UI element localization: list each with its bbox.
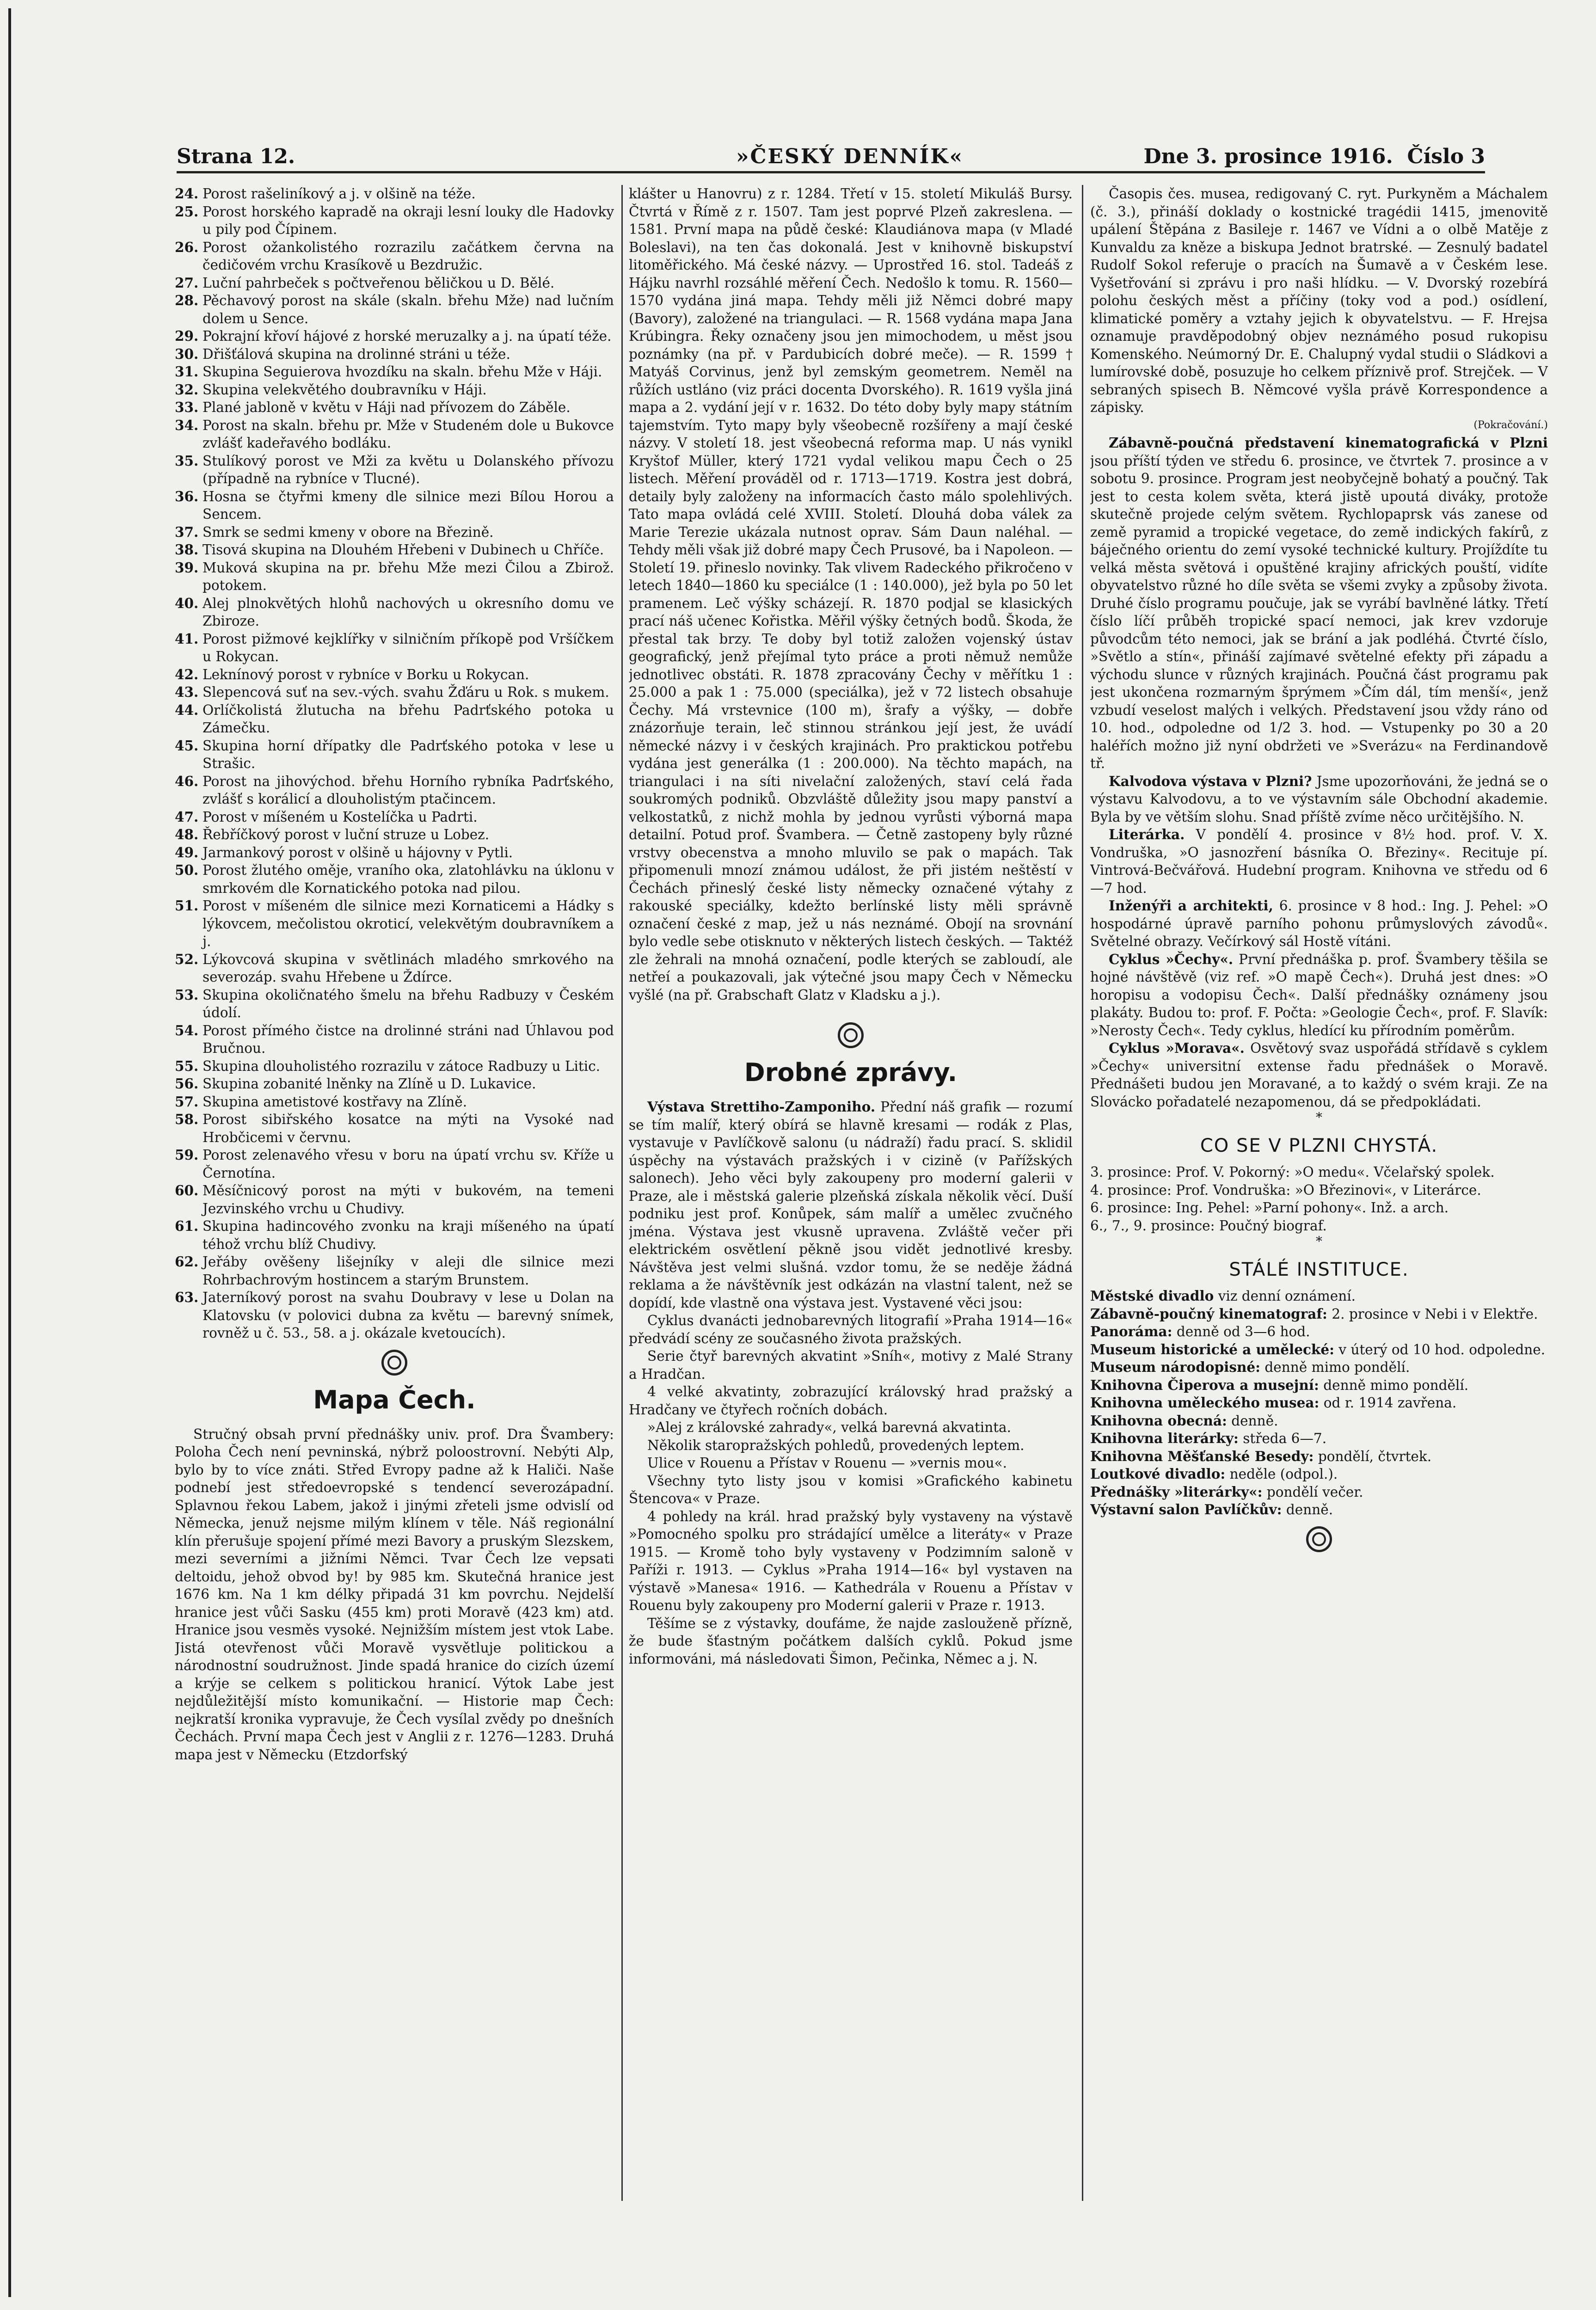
list-item [175, 1289, 614, 1342]
news-paragraph [1090, 897, 1548, 951]
page-header [177, 139, 1485, 173]
news-text: Těšíme se z výstavky, doufáme, že najde zaslouženě přízně, že bude šťastným počátkem dalších cyklů. Pokud jsme informováni, má následovati Šimon, Pečinka, Němec a j. N. [629, 1615, 1073, 1667]
column-rule [1082, 185, 1083, 2201]
institution-item [1090, 1448, 1548, 1466]
list-item [175, 1253, 614, 1289]
star-separator: * [1316, 1234, 1322, 1249]
item-text: Smrk se sedmi kmeny v obore na Březině. [203, 524, 494, 540]
section-title-drobne: Drobné zprávy. [744, 1058, 958, 1087]
item-number: 32. [175, 381, 199, 398]
news-paragraph [1090, 1039, 1548, 1111]
news-paragraph [629, 1437, 1073, 1455]
news-paragraph [1090, 826, 1548, 897]
item-number: 58. [175, 1111, 199, 1127]
list-item [175, 523, 614, 541]
list-item [175, 203, 614, 239]
institution-name: Museum historické a umělecké: [1090, 1341, 1335, 1358]
news-text: 6. prosince v 8 hod.: Ing. J. Pehel: »O hospodárné úpravě parního pohonu průmyslových závodů«. Světelné obrazy. Večírkový sál Hostě vítáni. [1090, 898, 1548, 949]
news-lead: Literárka. [1109, 826, 1185, 842]
institution-info: denně mimo pondělí. [1319, 1377, 1469, 1393]
institution-name: Zábavně-poučný kinematograf: [1090, 1305, 1327, 1322]
ornament-icon [1306, 1526, 1332, 1552]
institution-info: středa 6—7. [1238, 1431, 1327, 1446]
item-number: 52. [175, 951, 199, 967]
section-title-mapa: Mapa Čech. [313, 1385, 476, 1414]
event-item: 3. prosince: Prof. V. Pokorný: »O medu«. Včelařský spolek. [1090, 1164, 1495, 1180]
item-text: Porost na skaln. břehu pr. Mže v Studeném dole u Bukovce zvlášť kadeřavého bodláku. [203, 417, 614, 451]
institution-info: denně mimo pondělí. [1260, 1359, 1410, 1375]
news-text: Jsme upozorňováni, že jedná se o výstavu Kalvodovu, a to ve výstavním sále Obchodní akademie. Byla by ve větším slohu. Snad příště zvíme něco určitějšího. N. [1090, 773, 1548, 825]
column-left [175, 185, 614, 2201]
news-text: Cyklus dvanácti jednobarevných litografií »Praha 1914—16« předvádí scény ze současného života pražských. [629, 1313, 1073, 1346]
institution-item [1090, 1341, 1548, 1359]
news-paragraph [1090, 773, 1548, 826]
list-item [175, 666, 614, 684]
item-number: 24. [175, 185, 199, 202]
item-text: Porost horského kapradě na okraji lesní louky dle Hadovky u pily pod Čípinem. [203, 203, 614, 237]
ornament-icon [381, 1350, 407, 1376]
newspaper-title: »ČESKÝ DENNÍK« [736, 145, 964, 168]
list-item [175, 808, 614, 826]
news-paragraph [629, 1098, 1073, 1312]
item-text: Porost v míšeném dle silnice mezi Kornaticemi a Hádky s lýkovcem, mečolistou okroticí, velekvětým doubravníkem a j. [203, 898, 614, 949]
news-text: Serie čtyř barevných akvatint »Sníh«, motivy z Malé Strany a Hradčan. [629, 1348, 1073, 1382]
item-number: 55. [175, 1057, 199, 1074]
item-text: Porost ožankolistého rozrazilu začátkem června na čedičovém vrchu Krasíkově u Bezdružic. [203, 239, 614, 273]
list-item [175, 1057, 614, 1075]
institution-name: Knihovna Měšťanské Besedy: [1090, 1448, 1314, 1464]
institution-item [1090, 1501, 1548, 1519]
item-text: Porost na jihovýchod. břehu Horního rybníka Padrťského, zvlášť s korálicí a dlouholistým ptačincem. [203, 773, 614, 807]
item-number: 37. [175, 523, 199, 540]
item-number: 36. [175, 488, 199, 504]
item-number: 41. [175, 630, 199, 647]
news-paragraph [1090, 951, 1548, 1040]
institution-name: Výstavní salon Pavlíčkův: [1090, 1501, 1282, 1517]
item-text: Leknínový porost v rybníce v Borku u Rokycan. [203, 666, 529, 682]
institution-name: Museum národopisné: [1090, 1359, 1261, 1375]
institution-name: Panoráma: [1090, 1323, 1172, 1339]
institution-info: neděle (odpol.). [1225, 1466, 1338, 1482]
list-item [175, 327, 614, 345]
item-number: 50. [175, 862, 199, 878]
list-item [175, 345, 614, 363]
item-text: Pěchavový porost na skále (skaln. břehu Mže) nad lučním dolem u Sence. [203, 293, 614, 326]
list-item [175, 381, 614, 399]
news-text: 4 pohledy na král. hrad pražský byly vystaveny na výstavě »Pomocného spolku pro strádající umělce a literáty« v Praze 1915. — Kromě toho byly vystaveny v Podzimním saloně v Paříži r. 1913. — Cyklus »Praha 1914—16« byl vystaven na výstavě »Manesa« 1916. — Kathedrála v Rouenu a Přístav v Rouenu byly zakoupeny pro Moderní galerii v Praze r. 1913. [629, 1508, 1073, 1613]
item-text: Skupina dlouholistého rozrazilu v zátoce Radbuzy u Litic. [203, 1058, 601, 1074]
institution-name: Knihovna obecná: [1090, 1412, 1227, 1429]
item-number: 56. [175, 1075, 199, 1092]
item-number: 40. [175, 595, 199, 611]
item-number: 30. [175, 345, 199, 362]
institution-item [1090, 1376, 1548, 1395]
issue-date [1143, 145, 1485, 168]
institution-item [1090, 1394, 1548, 1412]
item-text: Lýkovcová skupina v světlinách mladého smrkového na severozáp. svahu Hřebene u Ždírce. [203, 951, 614, 985]
news-paragraph [629, 1615, 1073, 1668]
news-lead: Inženýři a architekti, [1109, 897, 1273, 914]
list-item [175, 363, 614, 381]
list-item [175, 1111, 614, 1146]
institution-name: Městské divadlo [1090, 1288, 1214, 1304]
item-number: 29. [175, 328, 199, 344]
item-number: 44. [175, 701, 199, 718]
protected-sites-list [175, 185, 614, 1342]
list-item [175, 630, 614, 666]
item-text: Muková skupina na pr. břehu Mže mezi Čilou a Zbirož. potokem. [203, 559, 614, 593]
item-text: Skupina horní dřípatky dle Padrťského potoka v lese u Strašic. [203, 737, 614, 771]
item-text: Skupina zobanité lněnky na Zlíně u D. Lukavice. [203, 1076, 536, 1092]
news-text: Ulice v Rouenu a Přístav v Rouenu — »vernis mou«. [647, 1455, 1007, 1471]
issue-number: Číslo 3 [1407, 145, 1485, 168]
list-item [175, 274, 614, 292]
institution-name: Loutkové divadlo: [1090, 1466, 1226, 1482]
column-right [1090, 185, 1548, 2201]
item-number: 61. [175, 1218, 199, 1234]
item-number: 31. [175, 363, 199, 380]
item-text: Měsíčnicový porost na mýti v bukovém, na temeni Jezvinského vrchu u Chudivy. [203, 1183, 614, 1216]
item-number: 43. [175, 684, 199, 700]
list-item [175, 1146, 614, 1182]
list-item [175, 1075, 614, 1093]
list-item [175, 541, 614, 559]
news-paragraph [629, 1508, 1073, 1615]
event-item: 6., 7., 9. prosince: Poučný biograf. [1090, 1217, 1327, 1234]
list-item [175, 951, 614, 986]
list-item [175, 683, 614, 701]
news-text: Několik staropražských pohledů, provedených leptem. [647, 1437, 1025, 1453]
list-item [175, 986, 614, 1022]
list-item [175, 701, 614, 737]
news-paragraph [629, 1312, 1073, 1347]
continued-note: (Pokračování.) [1473, 419, 1548, 431]
list-item [175, 559, 614, 595]
item-text: Porost pižmové kejklířky v silničním příkopě pod Vršíčkem u Rokycan. [203, 631, 614, 664]
news-lead: Cyklus »Čechy«. [1109, 951, 1234, 967]
item-number: 53. [175, 986, 199, 1003]
news-text: Všechny tyto listy jsou v komisi »Grafického kabinetu Štencova« v Praze. [629, 1473, 1073, 1506]
events-list [1090, 1163, 1548, 1235]
news-paragraph [629, 1419, 1073, 1437]
item-text: Stulíkový porost ve Mži za květu u Dolanského přívozu (případně na rybníce v Tlucné). [203, 453, 614, 486]
list-item [175, 844, 614, 862]
list-item [175, 239, 614, 274]
news-list [1090, 434, 1548, 1111]
institution-info: denně od 3—6 hod. [1172, 1324, 1310, 1339]
item-number: 33. [175, 399, 199, 415]
institution-info: od r. 1914 zavřena. [1319, 1395, 1457, 1411]
article-mapa-continued: klášter u Hanovru) z r. 1284. Třetí v 15. století Mikuláš Bursy. Čtvrtá v Římě z r. 1507. Tam jest poprvé Plzeň zakreslena. — 1581. První mapa na půdě české: Klaudiánova mapa (v Mladé Boleslavi), na ten čas dokonalá. Jest v knihovně biskupství litoměřického. Má české názvy. — Uprostřed 16. stol. Tadeáš z Hájku navrhl rozsáhlé měření Čech. Nedošlo k tomu. R. 1560—1570 vydána jiná mapa. Tehdy měli již Němci dobré mapy (Bavory), založené na triangulaci. — R. 1568 vydána mapa Jana Krúbingra. Řeky označeny jsou jen mimochodem, u měst jsou poznámky (na př. v Pardubicích dobré meče). — R. 1599 † Matyáš Corvinus, jenž byl zemským geometrem. Neměl na růžích ustláno (viz práci docenta Dvorského). R. 1619 vyšla jiná mapa a 2. vydání její v r. 1632. Do této doby byly mapy státním tajemstvím. Tyto mapy byly všeobecně rozšířeny a mají české názvy. V století 18. jest všeobecná reforma map. U nás vynikl Kryštof Müller, který 1721 vydal velikou mapu Čech o 25 listech. Měření prováděl od r. 1713—1719. Kostra jest dobrá, detaily byly založeny na informacích často málo spolehlivých. Tato mapa ovládá celé XVIII. Století. Dlouhá doba válek za Marie Terezie ukázala nutnost oprav. Sám Daun naléhal. — Tehdy měli však již dobré mapy Čech Prusové, ba i Napoleon. — Století 19. přineslo novinky. Tak vlivem Radeckého přikročeno v letech 1840—1860 ku speciálce (1 : 140.000), jež byla po 50 let pramenem. Leč výšky scházejí. R. 1870 podjal se klasických prací náš učenec Kořistka. Měřil výšky četných bodů. Škoda, že přestal tak brzy. Te doby byl totiž založen vojenský ústav geografický, jenž přejímal tyto práce a proti němuž nemůže jednotlivec obstáti. R. 1878 zpracovány Čechy v měřítku 1 : 25.000 a pak 1 : 75.000 (speciálka), jež v 72 listech obsahuje Čechy. Má vrstevnice (100 m), šrafy a výšky, — dobře znázorňuje terain, leč stinnou stránkou její jest, že uvádí německé názvy i v českých krajinách. Pro praktickou potřebu vydána jest generálka (1 : 200.000). Na těchto mapách, na triangulaci i na síti nivelační založených, staví celá řada soukromých podniků. Obzvláště důležity jsou mapy panství a velkostatků, z nichž mohla by jednou vyrůsti výborná mapa detailní. Potud prof. Švambera. — Četně zastopeny byly různé vrstvy obecenstva a mnoho mluvilo se pak o mapách. Tak připomenuli mnozí známou událost, že při jistém neštěstí v Čechách přineslý české listy německy označené výtahy z rakouské speciálky, kdežto berlínské listy měli správně označení české z map, jež u nás neznámé. Obojí na srovnání bylo vedle sebe otisknuto v některých listech českých. — Taktéž zle žehrali na mnohá označení, podle kterých se zabloudí, ale netřeí a poukazovali, jak výtečné jsou mapy Čech v Německu vyšlé (na př. Grabschaft Glatz v Kladsku a j.). [629, 186, 1073, 1003]
event-item: 6. prosince: Ing. Pehel: »Parní pohony«. Inž. a arch. [1090, 1200, 1449, 1216]
item-text: Jeřáby ověšeny lišejníky v aleji dle silnice mezi Rohrbachrovým hostincem a starým Brunstem. [203, 1254, 614, 1288]
list-item [175, 897, 614, 951]
item-number: 57. [175, 1093, 199, 1110]
item-text: Řebříčkový porost v luční struze u Lobez. [203, 827, 490, 842]
news-paragraph [629, 1454, 1073, 1472]
item-number: 48. [175, 826, 199, 842]
article-casopis: Časopis čes. musea, redigovaný C. ryt. Purkyněm a Máchalem (č. 3.), přináší doklady o kostnické tragédii 1415, jmenovitě upálení Štěpána z Basileje r. 1467 ve Vídni a o olbě Matěje z Kunvaldu za kněze a biskupa Jednot bratrské. — Zesnulý badatel Rudolf Sokol referuje o pracích na Šumavě a v Českém lese. Vyšetřování si zprávu i pro naši hlídku. — V. Dvorský rozebírá polohu českých měst a příčiny (toky vod a pod.) osídlení, klimatické poměry a vztahy jejich k obyvatelstvu. — F. Hrejsa oznamuje pravděpodobný objev neznámého posud rukopisu Komenského. Neúmorný Dr. E. Chalupný vydal studii o Sládkovi a lumírovské době, posuzuje ho celkem příznivě prof. Strejček. — V sebraných spisech B. Němcové vyšla právě Korrespondence a zápisky. [1090, 186, 1548, 415]
item-text: Porost sibiřského kosatce na mýti na Vysoké nad Hrobčicemi v červnu. [203, 1112, 614, 1145]
item-text: Skupina velekvětého doubravníku v Háji. [203, 381, 487, 398]
event-item: 4. prosince: Prof. Vondruška: »O Březinovi«, v Literárce. [1090, 1182, 1481, 1198]
date-text: Dne 3. prosince 1916. [1143, 145, 1393, 168]
item-text: Dřišťálová skupina na drolinné stráni u téže. [203, 346, 510, 362]
item-text: Porost v míšeném u Kostelíčka u Padrti. [203, 809, 478, 825]
institution-info: pondělí večer. [1262, 1484, 1363, 1500]
list-item [175, 185, 614, 203]
item-text: Porost zelenavého vřesu v boru na úpatí vrchu sv. Kříže u Černotína. [203, 1147, 614, 1181]
list-item [175, 595, 614, 630]
item-number: 34. [175, 417, 199, 433]
section-title-stale: STÁLÉ INSTITUCE. [1229, 1259, 1409, 1280]
institution-name: Knihovna literárky: [1090, 1430, 1239, 1446]
item-number: 60. [175, 1182, 199, 1198]
news-text: V pondělí 4. prosince v 8½ hod. prof. V. X. Vondruška, »O jasnozření básníka O. Březiny«. Recituje pí. Vintrová-Bečvářová. Hudební program. Knihovna ve středu od 6—7 hod. [1090, 827, 1548, 896]
institution-name: Přednášky »literárky«: [1090, 1483, 1263, 1500]
item-text: Jaterníkový porost na svahu Doubravy v lese u Dolan na Klatovsku (v polovici dubna za květu — barevný snímek, rovněž u č. 53., 58. a j. okázale kvetoucích). [203, 1290, 614, 1341]
item-number: 54. [175, 1022, 199, 1038]
item-number: 38. [175, 541, 199, 558]
item-text: Pokrajní křoví hájové z horské meruzalky a j. na úpatí téže. [203, 328, 612, 344]
news-paragraph [1090, 434, 1548, 773]
item-number: 28. [175, 292, 199, 308]
list-item [175, 773, 614, 808]
institution-name: Knihovna Čiperova a musejní: [1090, 1376, 1319, 1393]
item-number: 59. [175, 1147, 199, 1163]
item-number: 47. [175, 808, 199, 825]
news-text: Přední náš grafik — rozumí se tím malíř, který obírá se hlavně kresami — rodák z Plas, vystavuje v Pavlíčkově salonu (u nádraží) řadu prací. S. sklidil úspěchy na výstavách pražských i v cizině (v Pařížských salonech). Jeho věci byly zakoupeny pro moderní galerii v Praze, ale i městská galerie plzeňská získala několik věcí. Duší podniku jest prof. Konůpek, sám malíř a umělec zvučného jména. Výstava jest vkusně upravena. Zvláště večer při elektrickém osvětlení pěkně jsou vidět jednotlivé kresby. Návštěva jest velmi slušná. vzdor tomu, že se neděje žádná reklama a že návštěvník jest odkázán na vlastní talent, než se dopídí, kde vlastně ona výstava jest. Vystavené věci jsou: [629, 1099, 1073, 1311]
item-number: 27. [175, 274, 199, 291]
institution-info: pondělí, čtvrtek. [1314, 1448, 1432, 1464]
list-item [175, 861, 614, 897]
item-number: 49. [175, 844, 199, 860]
item-number: 26. [175, 239, 199, 255]
news-lead: Zábavně-poučná představení kinematografická v Plzni [1109, 435, 1548, 451]
page-number: Strana 12. [177, 145, 295, 168]
item-text: Porost žlutého oměje, vraního oka, zlatohlávku na úklonu v smrkovém dle Kornatického potoka nad pilou. [203, 862, 614, 896]
institution-item [1090, 1483, 1548, 1501]
list-item [175, 399, 614, 417]
institution-info: denně. [1282, 1502, 1333, 1517]
column-middle [629, 185, 1073, 2201]
news-text: 4 velké akvatinty, zobrazující královský hrad pražský a Hradčany ve čtyřech ročních dobách. [629, 1384, 1073, 1418]
news-lead: Cyklus »Morava«. [1109, 1040, 1245, 1056]
item-text: Porost přímého čistce na drolinné stráni nad Úhlavou pod Bručnou. [203, 1022, 614, 1056]
institution-item [1090, 1430, 1548, 1448]
item-text: Alej plnokvětých hlohů nachových u okresního domu ve Zbiroze. [203, 595, 614, 629]
institution-item [1090, 1305, 1548, 1323]
item-text: Slepencová suť na sev.-vých. svahu Žďáru u Rok. s mukem. [203, 684, 609, 700]
item-text: Plané jabloně v květu v Háji nad přívozem do Záběle. [203, 399, 571, 415]
list-item [175, 417, 614, 452]
news-paragraph [629, 1472, 1073, 1508]
institution-item [1090, 1358, 1548, 1376]
institution-name: Knihovna uměleckého musea: [1090, 1395, 1320, 1411]
institution-item [1090, 1287, 1548, 1305]
item-text: Hosna se čtyřmi kmeny dle silnice mezi Bílou Horou a Sencem. [203, 488, 614, 522]
drobne-zpravy-list [629, 1098, 1073, 1668]
item-text: Skupina ametistové kostřavy na Zlíně. [203, 1094, 467, 1110]
article-mapa-text: Stručný obsah první přednášky univ. prof. Dra Švambery: Poloha Čech není pevninská, nýbrž poloostrovní. Nebýti Alp, bylo by to více znáti. Střed Evropy padne až k Haliči. Naše podnebí jest středoevropské s tendencí severozápadní. Splavnou řekou Labem, jakož i jinými zřeteli jsme odvislí od Německa, jenuž nejsme milým klínem v těle. Náš regionální klín přerušuje spojení přímé mezi Bavory a pruským Slezskem, mezi severními a jižními Němci. Tvar Čech lze vepsati deltoidu, jehož obvod by! by 985 km. Skutečná hranice jest 1676 km. Na 1 km délky připadá 31 km povrchu. Nejdelší hranice jest vůči Sasku (455 km) proti Moravě (423 km) atd. Hranice jsou vesměs vysoké. Nejnižším místem jest vtok Labe. Jistá otevřenost vůči Moravě vysvětluje politickou a národnostní soudružnost. Jinde spadá hranice do cizích území a krýje se celkem s politickou hranicí. Výtok Labe jest nejdůležitější místo komunikační. — Historie map Čech: nejkratší kronika vypravuje, že Čech vysílal zvědy po dnešních Čechách. První mapa Čech jest v Anglii z r. 1276—1283. Druhá mapa jest v Německu (Etzdorfský [175, 1426, 614, 1763]
institution-info: viz denní oznámení. [1214, 1288, 1356, 1304]
item-text: Luční pahrbeček s počtveřenou běličkou u D. Bělé. [203, 275, 555, 291]
news-text: jsou příští týden ve středu 6. prosince, ve čtvrtek 7. prosince a v sobotu 9. prosince. Program jest neobyčejně bohatý a poučný. Tak jest to cesta kolem světa, která jistě upoutá diváky, protože skutečně projede celým světem. Rychlopaprsk vás zanese od země pyramid a tropické vegetace, do země indických fakírů, z báječného orientu do zemí vysoké technické kultury. Projíždíte tu velká města světová i opuštěné krajiny afrických pouští, vidíte obyvatelstvo různé ho díle světa se všemi zvyky a způsoby života. Druhé číslo programu poučuje, jak se vyrábí bavlněné látky. Třetí číslo líčí průběh tropické spací nemoci, jak krev vzdoruje původcům této nemoci, jak se brání a jak podléhá. Čtvrté číslo, »Světlo a stín«, přináší zajímavé světelné efekty při západu a východu slunce v různých krajinách. Poučná část programu pak jest ukončena rozmarným šprýmem »Čím dál, tím menší«, jenž vzbudí veselost malých i velkých. Představení jsou vždy ráno od 10. hod., odpoledne od 1/2 3. hod. — Vstupenky po 30 a 20 haléřích možno již nyní obdržeti ve »Sverázu« na Ferdinandově tř. [1090, 453, 1548, 771]
list-item [175, 1217, 614, 1253]
item-number: 45. [175, 737, 199, 754]
institution-item [1090, 1465, 1548, 1483]
institution-item [1090, 1412, 1548, 1430]
list-item [175, 1022, 614, 1057]
item-number: 46. [175, 773, 199, 789]
section-title-chysta: CO SE V PLZNI CHYSTÁ. [1200, 1135, 1438, 1156]
institution-info: denně. [1227, 1413, 1278, 1429]
item-text: Skupina Seguierova hvozdíku na skaln. břehu Mže v Háji. [203, 364, 602, 380]
institutions-list [1090, 1287, 1548, 1519]
list-item [175, 737, 614, 773]
news-paragraph [629, 1383, 1073, 1419]
list-item [175, 1093, 614, 1111]
news-paragraph [629, 1347, 1073, 1383]
news-text: První přednáška p. prof. Švambery těšila se hojné návštěvě (viz ref. »O mapě Čech«). Druhá jest dnes: »O horopisu a vodopisu Čech«. Další přednášky oznámeny jsou plakáty. Budou to: prof. F. Počta: »Geologie Čech«, prof. F. Slavík: »Nerosty Čech«. Tedy cyklus, hledící ku přírodním poměrům. [1090, 951, 1548, 1038]
list-item [175, 452, 614, 488]
news-lead: Výstava Strettiho-Zamponiho. [647, 1099, 876, 1115]
list-item [175, 1182, 614, 1217]
item-text: Skupina hadincového zvonku na kraji míšeného na úpatí téhož vrchu blíž Chudivy. [203, 1218, 614, 1252]
item-text: Skupina okoličnatého šmelu na břehu Radbuzy v Českém údolí. [203, 987, 614, 1020]
news-text: »Alej z královské zahrady«, velká barevná akvatinta. [647, 1419, 1012, 1435]
item-number: 51. [175, 897, 199, 914]
item-text: Orlíčkolistá žlutucha na břehu Padrťského potoka u Zámečku. [203, 702, 614, 736]
ornament-icon [838, 1022, 864, 1048]
news-lead: Kalvodova výstava v Plzni? [1109, 773, 1312, 789]
item-number: 39. [175, 559, 199, 576]
item-number: 63. [175, 1289, 199, 1305]
item-number: 35. [175, 452, 199, 469]
list-item [175, 826, 614, 844]
item-number: 25. [175, 203, 199, 220]
news-text: Osvětový svaz uspořádá střídavě s cyklem »Čechy« universitní extense řadu přednášek o Moravě. Přednášeti budou jen Moravané, a to každý o svém kraji. Ze na Slovácko pořadatelé nezapomenou, dá se předpokládati. [1090, 1040, 1548, 1110]
list-item [175, 292, 614, 327]
institution-info: v úterý od 10 hod. odpoledne. [1334, 1341, 1546, 1358]
institution-item [1090, 1323, 1548, 1341]
list-item [175, 488, 614, 523]
column-rule [621, 185, 623, 2201]
star-separator: * [1316, 1110, 1322, 1125]
item-number: 62. [175, 1253, 199, 1270]
item-text: Porost rašeliníkový a j. v olšině na téže. [203, 186, 476, 202]
item-number: 42. [175, 666, 199, 682]
institution-info: 2. prosince v Nebi i v Elektře. [1327, 1306, 1538, 1322]
item-text: Jarmankový porost v olšině u hájovny v Pytli. [203, 844, 513, 860]
item-text: Tisová skupina na Dlouhém Hřebeni v Dubinech u Chříče. [203, 542, 604, 558]
